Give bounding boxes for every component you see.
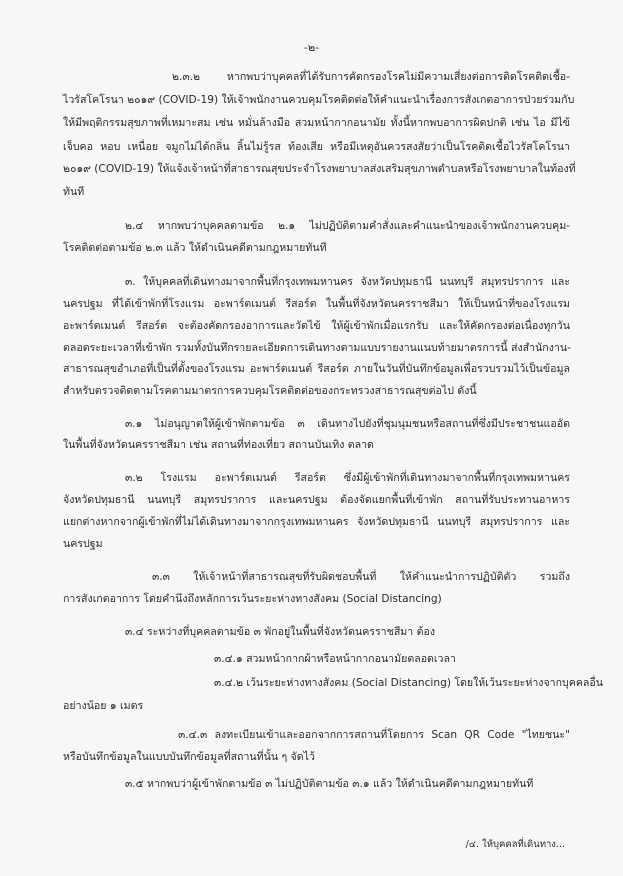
para-3-1-line-2: ในพื้นที่จังหวัดนครราชสีมา เช่น สถานที่ท่องเที่ยว สถานบันเทิง ตลาด: [63, 439, 374, 451]
para-2-4-line-2: โรคติดต่อตามข้อ ๒.๓ แล้ว ให้ดำเนินคดีตามกฎหมายทันที: [63, 242, 327, 254]
para-3-line-5: สาธารณสุขอำเภอที่เป็นที่ตั้งของโรงแรม อะพาร์ตเมนต์ รีสอร์ต ภายในวันที่บันทึกข้อมูลเพื่อรวบรวมไว้เป็นข้อมูล: [63, 363, 570, 375]
para-2-3-2-line-5: ๒๐๑๙ (COVID-19) ให้แจ้งเจ้าหน้าที่สาธารณสุขประจำโรงพยาบาลส่งเสริมสุขภาพตำบลหรือโรงพยาบาลในท้องที่: [63, 163, 576, 175]
para-3-line-2: นครปฐม ที่ได้เข้าพักที่โรงแรม อะพาร์ตเมนต์ รีสอร์ต ในพื้นที่จังหวัดนครราชสีมา ให้เป็นหน้าที่ของโรงแรม: [63, 298, 570, 310]
para-3-3-line-2: การสังเกตอาการ โดยคำนึงถึงหลักการเว้นระยะห่างทางสังคม (Social Distancing): [63, 593, 442, 605]
continuation-note: /๔. ให้บุคคลที่เดินทาง...: [465, 839, 565, 850]
para-3-4: ๓.๔ ระหว่างที่บุคคลตามข้อ ๓ พักอยู่ในพื้นที่จังหวัดนครราชสีมา ต้อง: [125, 626, 436, 638]
para-3-4-2-line-2: อย่างน้อย ๑ เมตร: [63, 700, 144, 712]
para-3-5: ๓.๕ หากพบว่าผู้เข้าพักตามข้อ ๓ ไม่ปฏิบัติตามข้อ ๓.๑ แล้ว ให้ดำเนินคดีตามกฎหมายทันที: [125, 778, 534, 790]
para-2-3-2-line-6: ทันที: [63, 186, 85, 198]
para-3-line-6: สำหรับตรวจติดตามโรคตามมาตรการควบคุมโรคติดต่อของกระทรวงสาธารณสุขต่อไป ดังนี้: [63, 385, 477, 397]
para-3-1-line-1: ๓.๑ ไม่อนุญาตให้ผู้เข้าพักตามข้อ ๓ เดินทางไปยังที่ชุมนุมชนหรือสถานที่ซึ่งมีประชาชนแออัด: [125, 418, 570, 430]
para-2-3-2-line-2: ไวรัสโคโรนา ๒๐๑๙ (COVID-19) ให้เจ้าพนักงานควบคุมโรคติดต่อให้คำแนะนำเรื่องการสังเกตอาการป่วยร่วมกับ: [63, 94, 575, 106]
para-2-3-2-line-3: ให้มีพฤติกรรมสุขภาพที่เหมาะสม เช่น หมั่นล้างมือ สวมหน้ากากอนามัย ทั้งนี้หากพบอาการผิดปกติ เช่น ไอ มีไข้: [63, 117, 570, 129]
para-3-3-line-1: ๓.๓ ให้เจ้าหน้าที่สาธารณสุขที่รับผิดชอบพื้นที่ ให้คำแนะนำการปฏิบัติตัว รวมถึง: [152, 571, 570, 583]
para-3-4-2-line-1: ๓.๔.๒ เว้นระยะห่างทางสังคม (Social Distancing) โดยให้เว้นระยะห่างจากบุคคลอื่น: [214, 677, 604, 689]
para-3-4-3-line-1: ๓.๔.๓ ลงทะเบียนเข้าและออกจากการสถานที่โดยการ Scan QR Code "ไทยชนะ": [178, 729, 570, 741]
para-3-line-3: อะพาร์ตเมนต์ รีสอร์ต จะต้องคัดกรองอาการและวัดไข้ ให้ผู้เข้าพักเมื่อแรกรับ และให้คัดกรองต่อเนื่องทุกวัน: [63, 320, 570, 332]
para-2-3-2-line-1: ๒.๓.๒ หากพบว่าบุคคลที่ได้รับการคัดกรองโรคไม่มีความเสี่ยงต่อการติดโรคติดเชื้อ-: [172, 71, 570, 83]
para-3-4-1: ๓.๔.๑ สวมหน้ากากผ้าหรือหน้ากากอนามัยตลอดเวลา: [214, 653, 456, 665]
para-3-2-line-3: แยกต่างหากจากผู้เข้าพักที่ไม่ได้เดินทางมาจากกรุงเทพมหานคร จังหวัดปทุมธานี นนทบุรี สมุทรปราการ และ: [63, 516, 570, 528]
para-2-3-2-line-4: เจ็บคอ หอบ เหนื่อย จมูกไม่ได้กลิ่น ลิ้นไม่รู้รส ท้องเสีย หรือมีเหตุอันควรสงสัยว่าเป็นโรคติดเชื้อไวรัสโคโรนา: [63, 141, 570, 153]
para-3-2-line-4: นครปฐม: [63, 538, 103, 550]
para-3-line-4: ตลอดระยะเวลาที่เข้าพัก รวมทั้งบันทึกรายละเอียดการเดินทางตามแบบรายงานแนบท้ายมาตรการนี้ ส่งสำนักงาน-: [63, 342, 571, 354]
page-number: -๒-: [303, 41, 320, 54]
para-3-4-3-line-2: หรือบันทึกข้อมูลในแบบบันทึกข้อมูลที่สถานที่นั้น ๆ จัดไว้: [63, 751, 315, 763]
para-2-4-line-1: ๒.๔ หากพบว่าบุคคลตามข้อ ๒.๑ ไม่ปฏิบัติตามคำสั่งและคำแนะนำของเจ้าพนักงานควบคุม-: [125, 220, 570, 232]
para-3-2-line-1: ๓.๒ โรงแรม อะพาร์ตเมนต์ รีสอร์ต ซึ่งมีผู้เข้าพักที่เดินทางมาจากพื้นที่กรุงเทพมหานคร: [125, 472, 570, 484]
para-3-2-line-2: จังหวัดปทุมธานี นนทบุรี สมุทรปราการ และนครปฐม ต้องจัดแยกพื้นที่เข้าพัก สถานที่รับประทานอาหาร: [63, 494, 570, 506]
para-3-line-1: ๓. ให้บุคคลที่เดินทางมาจากพื้นที่กรุงเทพมหานคร จังหวัดปทุมธานี นนทบุรี สมุทรปราการ และ: [125, 276, 570, 288]
